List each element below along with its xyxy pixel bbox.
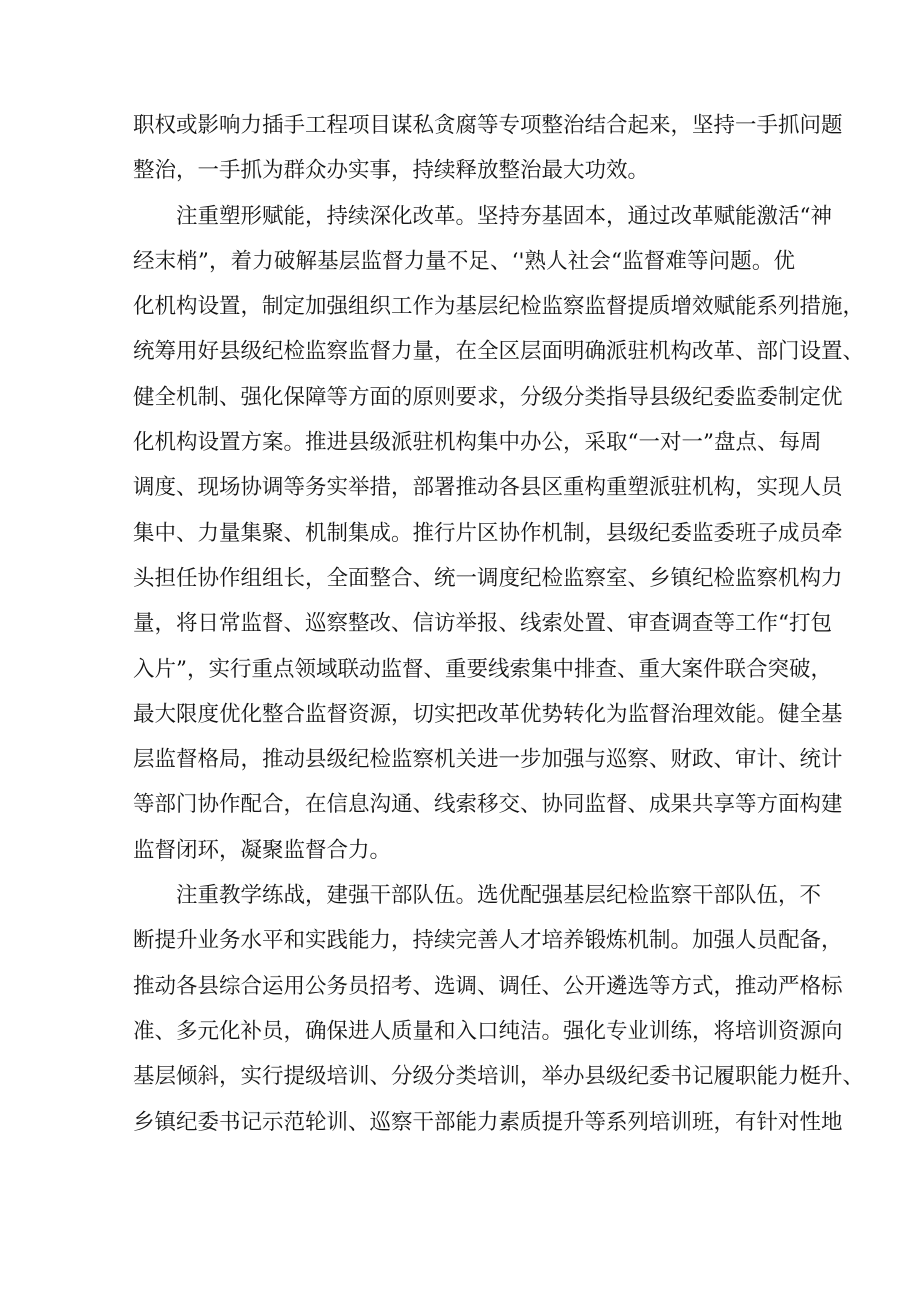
text-line: 层监督格局，推动县级纪检监察机关进一步加强与巡察、财政、审计、统计	[133, 747, 843, 773]
text-line: 基层倾斜，实行提级培训、分级分类培训，举办县级纪委书记履职能力梃升、	[133, 1064, 865, 1090]
text-line: 经末梢”，着力破解基层监督力量不足、‘'熟人社会“监督难等问题。优	[133, 248, 795, 274]
text-line: 集中、力量集聚、机制集成。推行片区协作机制，县级纪委监委班子成员牵	[133, 520, 843, 546]
text-line: 调度、现场协调等务实举措，部署推动各县区重构重塑派驻机构，实现人员	[133, 475, 843, 501]
text-line: 注重教学练战，建强干部队伍。选优配强基层纪检监察干部队伍，不	[176, 883, 822, 909]
text-line: 化机构设置，制定加强组织工作为基层纪检监察监督提质增效赋能系列措施，	[133, 294, 865, 320]
text-line: 最大限度优化整合监督资源，切实把改革优势转化为监督治理效能。健全基	[133, 701, 843, 727]
text-line: 职权或影响力插手工程项目谋私贪腐等专项整治结合起来，坚持一手抓问题	[133, 113, 843, 138]
document-body	[133, 103, 865, 1145]
text-line: 量，将日常监督、巡察整改、信访举报、线索处置、审查调查等工作“打包	[133, 611, 832, 637]
text-line: 健全机制、强化保障等方面的原则要求，分级分类指导县级纪委监委制定优	[133, 384, 843, 410]
text-line: 监督闭环，凝聚监督合力。	[133, 837, 392, 863]
paragraph-training	[133, 873, 865, 1145]
text-line: 乡镇纪委书记示范轮训、巡察干部能力素质提升等系列培训班，有针对性地	[133, 1109, 843, 1135]
text-line: 推动各县综合运用公务员招考、选调、调任、公开遴选等方式，推动严格标	[133, 973, 843, 999]
paragraph-reform	[133, 194, 865, 873]
text-line: 等部门协作配合，在信息沟通、线索移交、协同监督、成果共享等方面构建	[133, 792, 843, 818]
text-line: 化机构设置方案。推进县级派驻机构集中办公，采取“一对一”盘点、每周	[133, 430, 822, 456]
text-line: 整治，一手抓为群众办实事，持续释放整治最大功效。	[133, 158, 650, 184]
paragraph-continuation	[133, 103, 843, 194]
text-line: 断提升业务水平和实践能力，持续完善人才培养锻炼机制。加强人员配备，	[133, 928, 843, 954]
text-line: 入片”，实行重点领域联动监督、重要线索集中排查、重大案件联合突破，	[133, 656, 832, 682]
text-line: 头担任协作组组长，全面整合、统一调度纪检监察室、乡镇纪检监察机构力	[133, 565, 843, 591]
text-line: 注重塑形赋能，持续深化改革。坚持夯基固本，通过改革赋能激活“神	[176, 203, 832, 229]
text-line: 准、多元化补员，确保进人质量和入口纯洁。强化专业训练，将培训资源向	[133, 1018, 843, 1044]
text-line: 统筹用好县级纪检监察监督力量，在全区层面明确派驻机构改革、部门设置、	[133, 339, 865, 365]
